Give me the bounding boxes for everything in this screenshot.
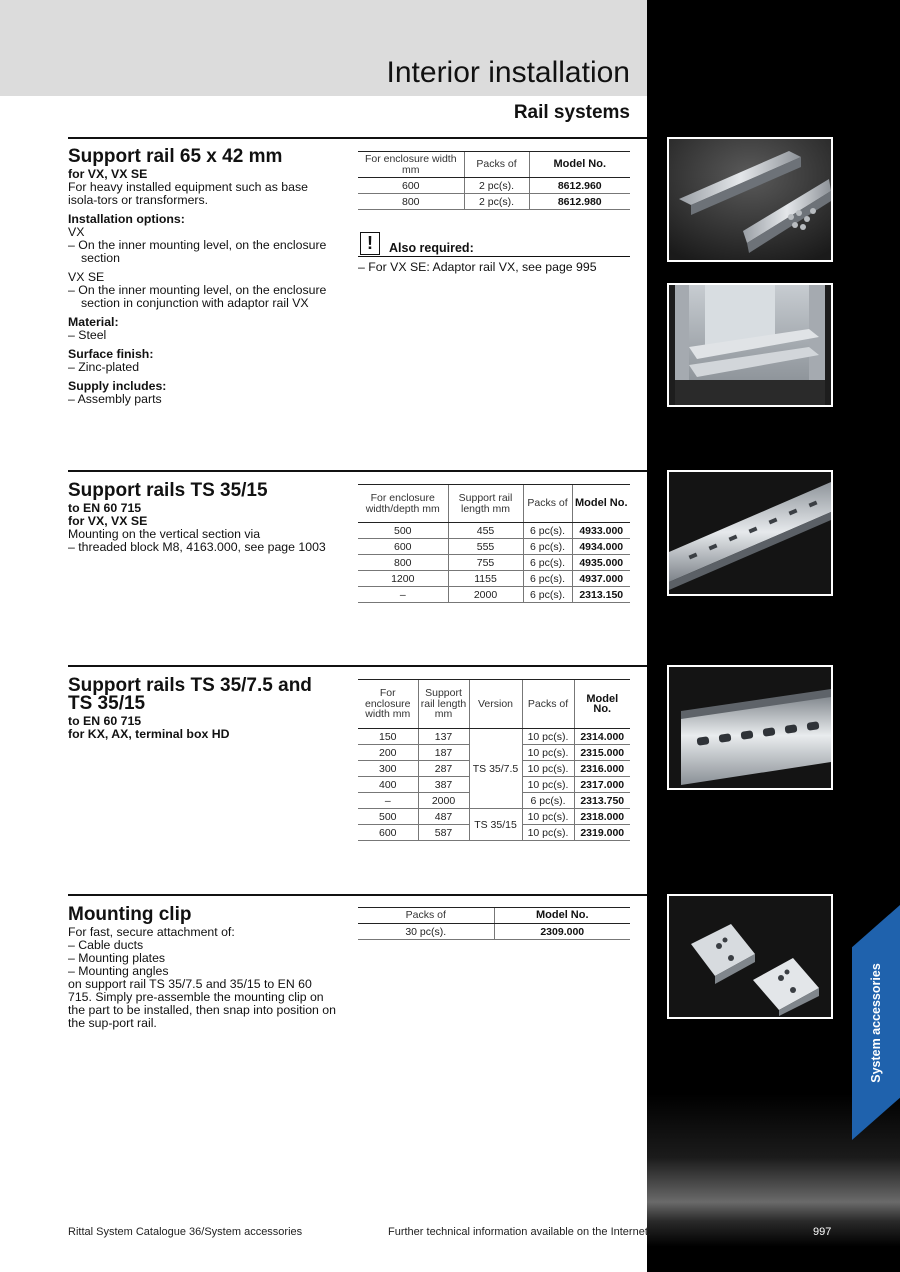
model-number: 2315.000 (574, 745, 630, 761)
section-description: Mounting on the vertical section via (68, 527, 261, 541)
section-title: Mounting clip (68, 904, 192, 925)
table-cell: 500 (358, 809, 418, 825)
footer-catalogue: Rittal System Catalogue 36/System accessories (68, 1226, 303, 1238)
section-subtitle: for KX, AX, terminal box HD (68, 727, 230, 741)
page-number: 997 (813, 1226, 832, 1238)
table-cell: 187 (418, 745, 469, 761)
model-number: 4933.000 (572, 523, 630, 539)
spec-table-ts35-7-5 (358, 679, 630, 841)
table-row (358, 523, 630, 539)
table-header: For enclosure width mm (358, 152, 464, 178)
table-header: For enclosure width/depth mm (358, 485, 448, 523)
table-cell: 10 pc(s). (522, 729, 574, 745)
material-value: – Steel (68, 328, 107, 342)
table-cell: 755 (448, 555, 523, 571)
table-cell: – (358, 793, 418, 809)
product-photo-ts35-15 (667, 470, 833, 596)
product-photo-mounting-clip (667, 894, 833, 1019)
product-photo-rails-65x42 (667, 137, 833, 262)
table-row (358, 178, 630, 194)
list-item: – Mounting plates (68, 951, 166, 965)
table-row (358, 809, 630, 825)
model-number: 8612.980 (529, 194, 630, 210)
table-header: Support rail length mm (448, 485, 523, 523)
installation-vxse: VX SE (68, 270, 105, 284)
table-cell: 487 (418, 809, 469, 825)
table-cell: 200 (358, 745, 418, 761)
also-required-label: Also required: (389, 241, 474, 255)
table-row (358, 924, 630, 940)
table-header: Model No. (529, 152, 630, 178)
table-row (358, 571, 630, 587)
rail-image (669, 139, 831, 260)
surface-label: Surface finish: (68, 347, 154, 361)
table-header: Model No. (572, 485, 630, 523)
list-item: – Cable ducts (68, 938, 144, 952)
table-cell: 30 pc(s). (358, 924, 494, 940)
table-cell: 587 (418, 825, 469, 841)
table-row (358, 729, 630, 745)
table-cell: 2 pc(s). (464, 178, 529, 194)
table-cell: 600 (358, 178, 464, 194)
section-standard: to EN 60 715 (68, 714, 142, 728)
table-cell: 387 (418, 777, 469, 793)
table-cell: 2000 (418, 793, 469, 809)
table-header: Packs of (522, 680, 574, 729)
list-item: – Mounting angles (68, 964, 169, 978)
table-row (358, 539, 630, 555)
table-cell: 400 (358, 777, 418, 793)
model-number: 4935.000 (572, 555, 630, 571)
page-subtitle: Rail systems (513, 102, 630, 123)
section-title: Support rail 65 x 42 mm (68, 146, 283, 167)
table-row (358, 555, 630, 571)
table-cell: 300 (358, 761, 418, 777)
table-cell: 500 (358, 523, 448, 539)
version-cell: TS 35/7.5 (469, 729, 522, 809)
table-cell: 6 pc(s). (523, 587, 572, 603)
model-number: 2309.000 (494, 924, 630, 940)
section-title: Support rails TS 35/15 (68, 480, 268, 501)
section-divider (68, 470, 647, 472)
section-support-rail-65 (68, 148, 338, 406)
section-intro: For fast, secure attachment of: (68, 925, 235, 939)
table-cell: 600 (358, 825, 418, 841)
table-cell: 137 (418, 729, 469, 745)
mounting-clip-image (669, 896, 831, 1017)
version-cell: TS 35/15 (469, 809, 522, 841)
also-required-box (358, 232, 630, 274)
table-cell: – (358, 587, 448, 603)
material-label: Material: (68, 315, 119, 329)
model-number: 4934.000 (572, 539, 630, 555)
table-row (358, 194, 630, 210)
page-title: Interior installation (386, 56, 630, 89)
section-divider (68, 137, 647, 139)
footer-info: Further technical information available on the Internet. (388, 1226, 651, 1238)
table-cell: 800 (358, 194, 464, 210)
model-number: 2313.150 (572, 587, 630, 603)
model-number: 2317.000 (574, 777, 630, 793)
table-cell: 800 (358, 555, 448, 571)
section-standard: to EN 60 715 (68, 501, 142, 515)
section-divider (68, 665, 647, 667)
table-header: Packs of (358, 908, 494, 924)
model-number: 2313.750 (574, 793, 630, 809)
side-tab-label-wrap[interactable] (852, 905, 900, 1140)
supply-value: – Assembly parts (68, 392, 162, 406)
section-divider (68, 894, 647, 896)
table-cell: 6 pc(s). (523, 555, 572, 571)
table-cell: 10 pc(s). (522, 777, 574, 793)
table-cell: 6 pc(s). (523, 539, 572, 555)
table-cell: 10 pc(s). (522, 745, 574, 761)
warning-icon: ! (360, 232, 380, 255)
also-required-text: – For VX SE: Adaptor rail VX, see page 995 (358, 260, 597, 274)
section-title: Support rails TS 35/7.5 and TS 35/15 (68, 675, 312, 714)
section-subtitle: for VX, VX SE (68, 167, 148, 181)
section-description: on support rail TS 35/7.5 and 35/15 to EN 60 715. Simply pre-assemble the mounting clip on the part to be installed, then snap into position on the sup-port rail. (68, 977, 336, 1030)
table-cell: 287 (418, 761, 469, 777)
table-header: Version (469, 680, 522, 729)
table-cell: 2000 (448, 587, 523, 603)
table-header: Support rail length mm (418, 680, 469, 729)
table-header: Model No. (494, 908, 630, 924)
installation-vxse-item: – On the inner mounting level, on the enclosure section in conjunction with adaptor rail VX (68, 283, 327, 310)
model-number: 2318.000 (574, 809, 630, 825)
table-cell: 600 (358, 539, 448, 555)
section-item: – threaded block M8, 4163.000, see page 1003 (68, 540, 326, 554)
table-cell: 10 pc(s). (522, 809, 574, 825)
table-cell: 10 pc(s). (522, 825, 574, 841)
table-header: Packs of (464, 152, 529, 178)
section-mounting-clip (68, 906, 338, 1030)
table-header: For enclosure width mm (358, 680, 418, 729)
enclosure-image (669, 285, 831, 405)
table-header: Packs of (523, 485, 572, 523)
din-rail-image (669, 472, 831, 594)
spec-table-ts35-15 (358, 484, 630, 603)
section-description: For heavy installed equipment such as base isola-tors or transformers. (68, 180, 308, 207)
section-support-rails-ts35-15 (68, 482, 338, 554)
side-tab-label[interactable]: System accessories (869, 962, 883, 1083)
table-cell: 555 (448, 539, 523, 555)
installation-label: Installation options: (68, 212, 185, 226)
spec-table-65x42 (358, 151, 630, 210)
table-header: Model No. (574, 680, 630, 729)
spec-table-mounting-clip (358, 907, 630, 940)
table-cell: 6 pc(s). (523, 523, 572, 539)
product-photo-enclosure (667, 283, 833, 407)
table-cell: 150 (358, 729, 418, 745)
model-number: 4937.000 (572, 571, 630, 587)
supply-label: Supply includes: (68, 379, 167, 393)
table-cell: 6 pc(s). (523, 571, 572, 587)
table-cell: 6 pc(s). (522, 793, 574, 809)
installation-vx-item: – On the inner mounting level, on the enclosure section (68, 238, 327, 265)
din-rail-image (669, 667, 831, 788)
section-support-rails-ts35-7-5 (68, 677, 338, 741)
table-row (358, 587, 630, 603)
surface-value: – Zinc-plated (68, 360, 140, 374)
model-number: 2316.000 (574, 761, 630, 777)
product-photo-ts35-7-5 (667, 665, 833, 790)
table-cell: 2 pc(s). (464, 194, 529, 210)
model-number: 8612.960 (529, 178, 630, 194)
table-cell: 455 (448, 523, 523, 539)
table-cell: 1200 (358, 571, 448, 587)
model-number: 2319.000 (574, 825, 630, 841)
table-cell: 10 pc(s). (522, 761, 574, 777)
installation-vx: VX (68, 225, 85, 239)
section-subtitle: for VX, VX SE (68, 514, 148, 528)
model-number: 2314.000 (574, 729, 630, 745)
table-cell: 1155 (448, 571, 523, 587)
